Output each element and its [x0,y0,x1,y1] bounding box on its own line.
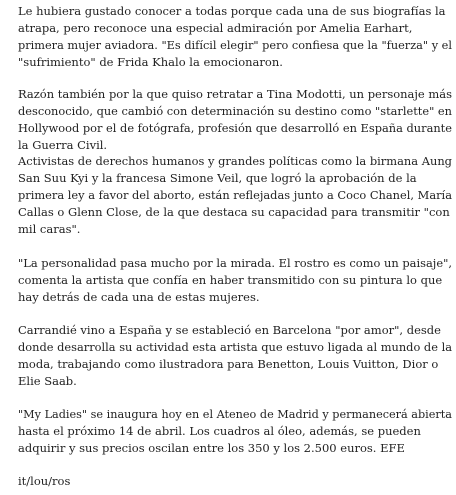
paragraph-line: "My Ladies" se inaugura hoy en el Ateneo de Madrid y permanecerá abierta [18,407,452,421]
article-paragraph [18,322,450,390]
byline-text: it/lou/ros [18,474,71,488]
paragraph-line: mil caras". [18,222,81,236]
paragraph-line: hay detrás de cada una de estas mujeres. [18,290,260,304]
paragraph-line: San Suu Kyi y la francesa Simone Veil, que logró la aprobación de la [18,171,417,185]
paragraph-line: desconocido, que cambió con determinación su destino como "starlette" en [18,104,452,118]
paragraph-line: comenta la artista que confía en haber transmitido con su pintura lo que [18,273,443,287]
paragraph-line: primera mujer aviadora. "Es difícil elegir" pero confiesa que la "fuerza" y el [18,38,452,52]
paragraph-line: Le hubiera gustado conocer a todas porque cada una de sus biografías la [18,4,446,18]
paragraph-line: "sufrimiento" de Frida Khalo la emocionaron. [18,55,283,69]
article-byline [18,473,450,490]
paragraph-line: "La personalidad pasa mucho por la mirada. El rostro es como un paisaje", [18,256,452,270]
paragraph-line: Callas o Glenn Close, de la que destaca su capacidad para transmitir "con [18,205,450,219]
paragraph-line: moda, trabajando como ilustradora para Benetton, Louis Vuitton, Dior o [18,357,439,371]
paragraph-line: Elie Saab. [18,374,77,388]
paragraph-line: Activistas de derechos humanos y grandes políticas como la birmana Aung [18,154,452,168]
article-paragraph [18,3,450,71]
article-paragraph [18,255,450,306]
paragraph-line: Hollywood por el de fotógrafa, profesión que desarrolló en España durante [18,121,452,135]
paragraph-line: adquirir y sus precios oscilan entre los 350 y los 2.500 euros. EFE [18,441,405,455]
paragraph-line: primera ley a favor del aborto, están reflejadas junto a Coco Chanel, María [18,188,452,202]
article-paragraph [18,153,450,238]
paragraph-line: donde desarrolla su actividad esta artista que estuvo ligada al mundo de la [18,340,452,354]
paragraph-line: atrapa, pero reconoce una especial admiración por Amelia Earhart, [18,21,413,35]
article-paragraph [18,86,450,154]
paragraph-line: Razón también por la que quiso retratar a Tina Modotti, un personaje más [18,87,452,101]
paragraph-line: la Guerra Civil. [18,138,108,152]
paragraph-line: Carrandié vino a España y se estableció en Barcelona "por amor", desde [18,323,441,337]
paragraph-line: hasta el próximo 14 de abril. Los cuadros al óleo, además, se pueden [18,424,421,438]
article-paragraph [18,406,450,457]
